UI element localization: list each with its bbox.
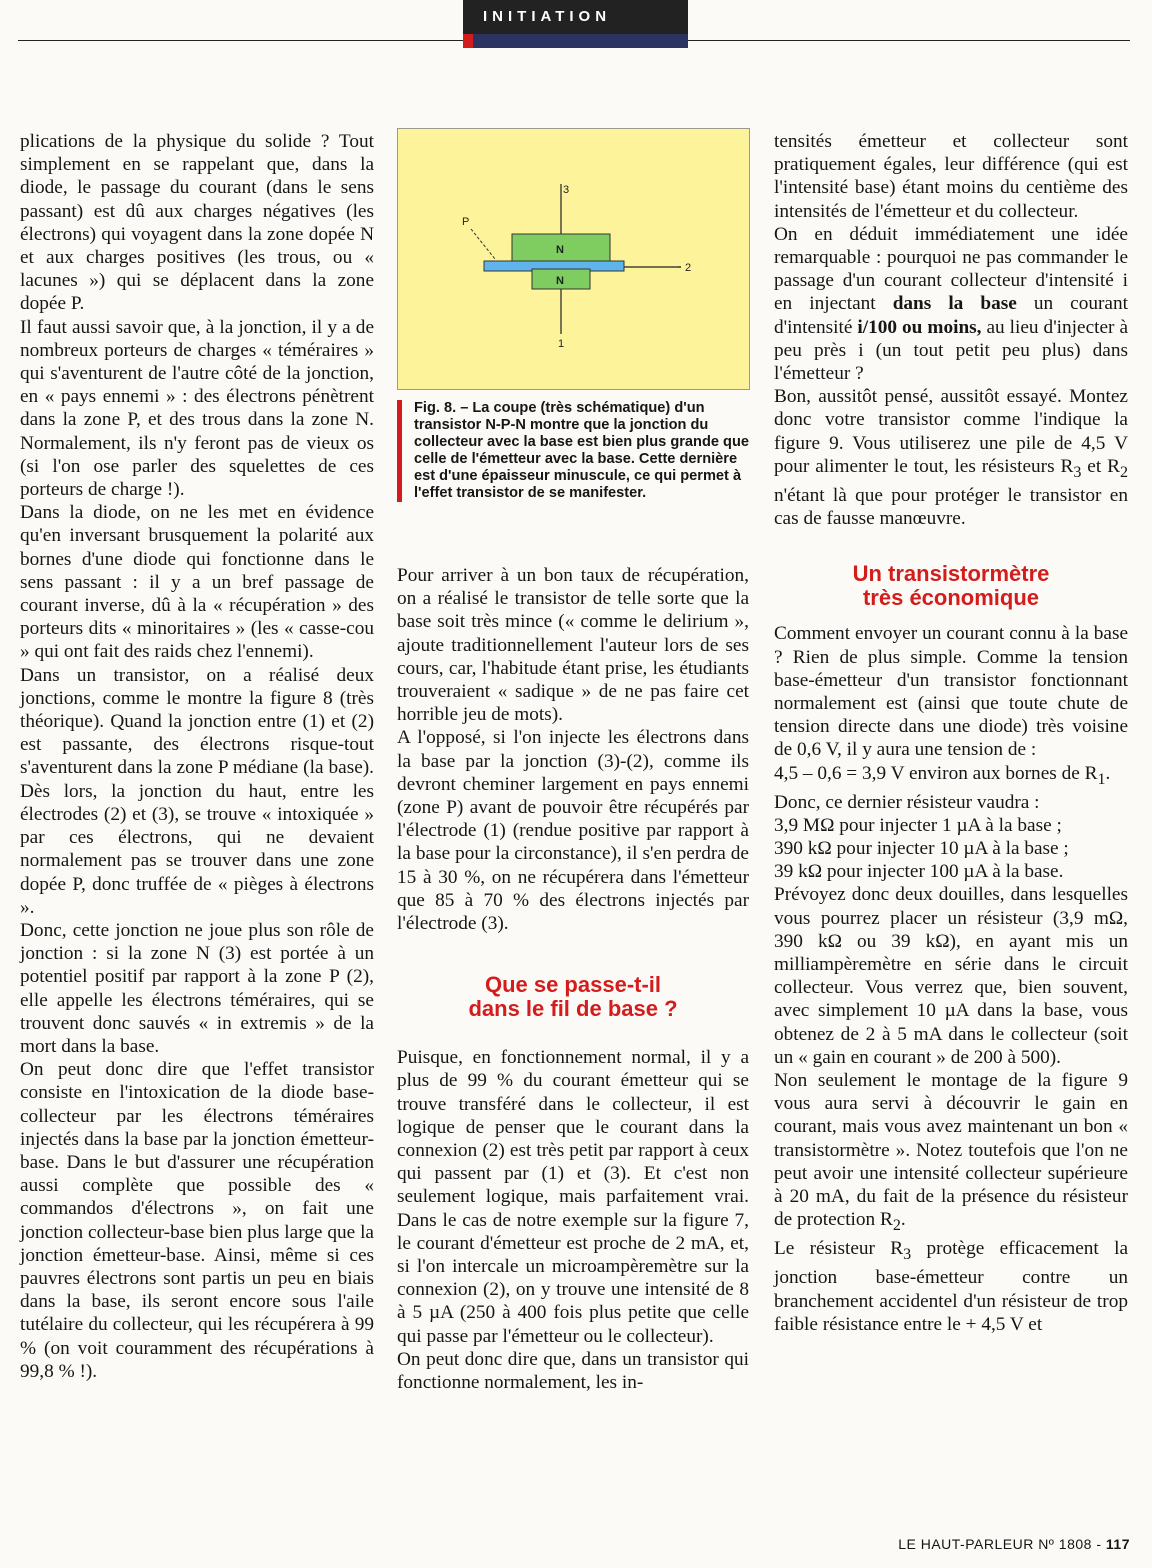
subheading-line: Que se passe-t-il [484, 972, 662, 998]
column-3 [774, 130, 1128, 1336]
paragraph: Comment envoyer un courant connu à la base ? Rien de plus simple. Comme la tension base-émetteur d'un transistor fonctionnant normalement est (ainsi que toute chute de tension directe dans une diode) très voisine de 0,6 V, il y aura une tension de : [774, 623, 1128, 761]
column-2 [397, 564, 749, 1394]
paragraph: On peut donc dire que l'effet transistor consiste en l'intoxication de la diode base-collecteur par les électrons téméraires injectés dans la base par la jonction émetteur-base. Dans le but d'assurer une récupération aussi complète que possible des « commandos d'électrons », on fait une jonction collecteur-base bien plus large que la jonction émetteur-base. Ainsi, même si ces pauvres électrons sont partis un peu en biais dans la base, ils seront encore sous l'aile tutélaire du collecteur, qui les récupérera à 99 % (on voit couramment des récupérations à 99,8 % !). [20, 1059, 374, 1382]
header-navy-bar [473, 34, 688, 48]
paragraph: Puisque, en fonctionnement normal, il y a plus de 99 % du courant émetteur qui se trouve transféré dans le collecteur, il est logique de penser que le courant dans la connexion (2) est très petit par rapport à ceux qui passent par (1) et (3). Et c'est non seulement logique, mais parfaitement vrai. Dans le cas de notre exemple sur la figure 7, le courant d'émetteur est proche de 2 mA, et, si l'on intercale un microampèremètre sur la connexion (2), on y trouve une intensité de 8 à 5 µA (250 à 400 fois plus petite que celle qui passe par l'émetteur ou le collecteur). [397, 1047, 749, 1347]
transistor-cross-section [398, 129, 751, 391]
equation-line: 4,5 – 0,6 = 3,9 V environ aux bornes de $R_1$. [774, 762, 1111, 788]
paragraph: plications de la physique du solide ? Tout simplement en se rappelant que, dans la diode, le passage du courant (dans le sens passant) est dû aux charges négatives (les électrons) qui voyagent dans la zone dopée N et aux charges positives (les trous, ou « lacunes ») qui se déplacent dans la zone dopée P. [20, 131, 374, 315]
bold-text: dans la base [892, 293, 1017, 315]
paragraph: Dans la diode, on ne les met en évidence qu'en inversant brusquement la polarité aux bornes d'une diode qui fonctionne dans le sens passant : il y a un bref passage de courant inverse, dû à la « récupération » des porteurs dits « minoritaires » (les « casse-cou » qui ont fait des raids chez l'ennemi). [20, 502, 374, 663]
subheading [397, 973, 749, 1021]
subheading-line: dans le fil de base ? [468, 996, 678, 1022]
paragraph: A l'opposé, si l'on injecte les électrons dans la base par la jonction (3)-(2), comme ils devront cheminer largement en pays ennemi (zone P) avant de pouvoir être récupérés par l'électrode (1) (rendue positive par rapport à la base pour la circonstance), il s'en perdra de 15 à 30 %, on ne récupérera dans l'émetteur que 85 à 70 % des électrons injectés par l'électrode (3). [397, 727, 749, 935]
magazine-issue: LE HAUT-PARLEUR Nº 1808 - [898, 1536, 1102, 1552]
p-pointer-line [471, 229, 495, 259]
subheading-line: très économique [862, 585, 1040, 611]
page-number: 117 [1105, 1536, 1130, 1552]
label-electrode-3: 3 [563, 184, 570, 196]
figure-8-transistor-diagram [397, 128, 750, 390]
paragraph: Non seulement le montage de la figure 9 vous aura servi à découvrir le gain en courant, mais vous avez maintenant un bon « transistormètre ». Notez toutefois que l'on ne peut avoir une intensité collecteur supérieure à 20 mA, du fait de la présence du résisteur de protection $R_2$. [774, 1070, 1128, 1235]
paragraph: Le résisteur $R_3$ protège efficacement la jonction base-émetteur contre un branchement accidentel d'un résisteur de trop faible résistance entre le + 4,5 V et [774, 1238, 1128, 1335]
paragraph: Donc, cette jonction ne joue plus son rôle de jonction : si la zone N (3) est portée à un potentiel positif par rapport à la zone P (2), elle appelle les électrons téméraires, qui se trouvent donc sauvés « in extremis » de la mort dans la base. [20, 919, 374, 1057]
paragraph: Prévoyez donc deux douilles, dans lesquelles vous pourrez placer un résisteur (3,9 mΩ, 390 kΩ ou 39 kΩ), en ayant mis un milliampèremètre en série dans le circuit collecteur. Vous verrez que, bien souvent, avec simplement 10 µA dans la base, vous obtenez de 2 à 5 mA dans le collecteur (soit un « gain en courant » de 200 à 500). [774, 884, 1128, 1068]
paragraph: Pour arriver à un bon taux de récupération, on a réalisé le transistor de telle sorte que la base soit très mince (« comme le delirium », ajoute traditionnellement l'auteur lors de ses cours, car, l'habitude étant prise, les étudiants trouveraient « sadique » de ne pas faire cet horrible jeu de mots). [397, 565, 749, 726]
column-1 [20, 130, 374, 1383]
subheading-line: Un transistormètre [852, 561, 1050, 587]
paragraph: Donc, ce dernier résisteur vaudra : [774, 791, 1040, 813]
paragraph: On en déduit immédiatement une idée remarquable : pourquoi ne pas commander le passage d'un courant collecteur d'intensité i en injectant dans la base un courant d'intensité i/100 ou moins, au lieu d'injecter à peu près i (un tout petit peu plus) dans l'émetteur ? [774, 223, 1129, 385]
page-footer [898, 1536, 1130, 1552]
label-p: P [462, 216, 470, 228]
label-electrode-1: 1 [558, 338, 565, 350]
paragraph: Il faut aussi savoir que, à la jonction, il y a de nombreux porteurs de charges « téméraires » qui s'aventurent de l'autre côté de la jonction, en « pays ennemi » : des électrons pénètrent dans la zone P, et des trous dans la zone N. Normalement, ils n'y feront pas de vieux os (si l'on ose parler des squelettes de ces porteurs de charge !). [20, 316, 374, 501]
label-n-top: N [556, 244, 564, 256]
list-item: 390 kΩ pour injecter 10 µA à la base ; [774, 838, 1069, 859]
list-item: 3,9 MΩ pour injecter 1 µA à la base ; [774, 814, 1062, 836]
bold-text: i/100 ou moins, [857, 316, 982, 338]
paragraph: tensités émetteur et collecteur sont pratiquement égales, leur différence (qui est l'intensité base) étant moins du centième des intensités de l'émetteur et du collecteur. [774, 131, 1128, 222]
section-label: INITIATION [463, 0, 688, 34]
label-n-bottom: N [556, 275, 564, 287]
paragraph: Bon, aussitôt pensé, aussitôt essayé. Montez donc votre transistor comme l'indique la figure 9. Vous utiliserez une pile de 4,5 V pour alimenter le tout, les résisteurs $R_3$ et $R_2$ n'étant là que pour protéger le transistor en cas de fausse manœuvre. [774, 386, 1128, 530]
subheading [774, 562, 1128, 610]
figure-caption: Fig. 8. – La coupe (très schématique) d'un transistor N-P-N montre que la jonction du collecteur avec la base est bien plus grande que celle de l'émetteur avec la base. Cette dernière est d'une épaisseur minuscule, ce qui permet à l'effet transistor de se manifester. [397, 400, 754, 502]
label-electrode-2: 2 [685, 262, 692, 274]
list-item: 39 kΩ pour injecter 100 µA à la base. [774, 861, 1064, 883]
paragraph: On peut donc dire que, dans un transistor qui fonctionne normalement, les in- [397, 1348, 749, 1394]
paragraph: Dans un transistor, on a réalisé deux jonctions, comme le montre la figure 8 (très théorique). Quand la jonction entre (1) et (2) est passante, des électrons risque-tout s'aventurent dans la zone P médiane (la base). Dès lors, la jonction du haut, entre les électrodes (2) et (3), se trouve « intoxiquée » par ces électrons, qui ne devaient normalement pas se trouver dans une zone dopée P, donc truffée de « pièges à électrons ». [20, 664, 374, 918]
